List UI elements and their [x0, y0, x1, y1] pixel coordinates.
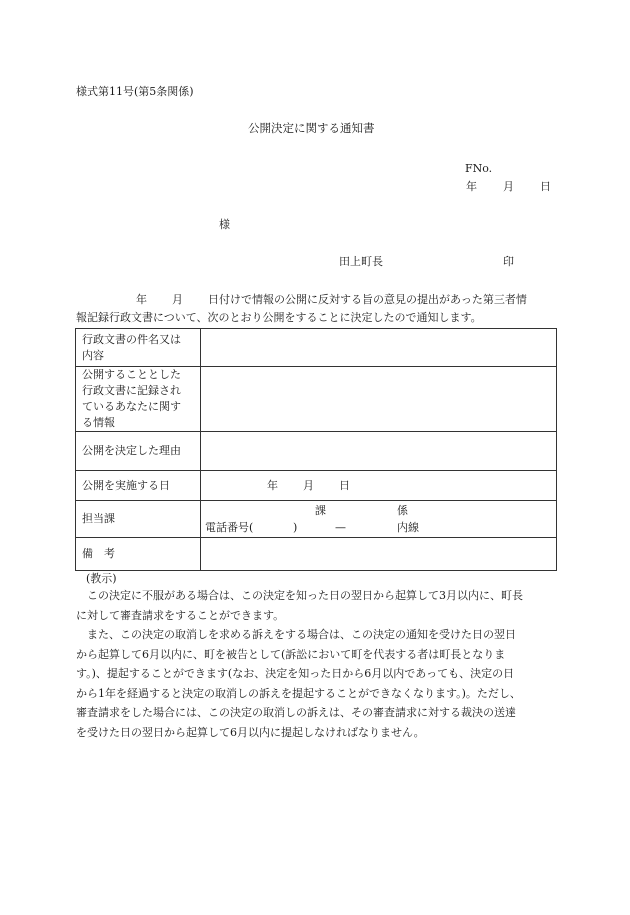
- notice-line: す。)、提起することができます(なお、決定を知った日から6月以内であっても、決定の日: [76, 667, 515, 680]
- notice-line: から1年を経過すると決定の取消しの訴えを提起することができなくなります。)。ただし、: [76, 686, 521, 700]
- document-title: 公開決定に関する通知書: [248, 121, 375, 135]
- implementation-day: 日: [339, 479, 350, 492]
- date-day-label: 日: [540, 180, 551, 193]
- form-number: 様式第11号(第5条関係): [76, 85, 194, 98]
- row-label-remarks: 備 考: [76, 538, 201, 571]
- department-section: 課: [315, 504, 326, 517]
- notice-line: を受けた日の翌日から起算して6月以内に提起しなければなりません。: [76, 725, 425, 739]
- intro-month: 月: [172, 293, 183, 306]
- seal-mark: 印: [503, 255, 514, 268]
- notification-table: [75, 328, 557, 571]
- notice-paragraph-1: [76, 586, 558, 625]
- row-label-reason: 公開を決定した理由: [76, 432, 201, 471]
- file-number-label: FNo.: [465, 162, 493, 175]
- implementation-month: 月: [303, 479, 314, 492]
- row-label-recorded-info: 公開することとした 行政文書に記録され ているあなたに関す る情報: [76, 367, 201, 432]
- intro-line1: 日付けで情報の公開に反対する旨の意見の提出があった第三者情: [208, 293, 527, 306]
- implementation-year: 年: [267, 479, 278, 492]
- notice-line: 審査請求をした場合には、この決定の取消しの訴えは、その審査請求に対する裁決の送達: [76, 706, 516, 719]
- date-month-label: 月: [503, 180, 514, 193]
- department-subsection: 係: [397, 504, 408, 517]
- addressee-honorific: 様: [219, 218, 230, 231]
- row-label-implementation-date: 公開を実施する日: [76, 471, 201, 501]
- reason-field: [201, 432, 557, 471]
- table-row: [76, 471, 557, 501]
- notice-line: また、この決定の取消しを求める訴えをする場合は、この決定の通知を受けた日の翌日: [87, 628, 516, 641]
- phone-label: 電話番号(: [205, 521, 254, 534]
- implementation-date-field: [201, 471, 557, 501]
- phone-close: ): [293, 521, 298, 534]
- row-label-department: 担当課: [76, 501, 201, 538]
- table-row: [76, 538, 557, 571]
- document-subject-field: [201, 329, 557, 367]
- extension-label: 内線: [397, 521, 419, 534]
- row-label-document-subject: 行政文書の件名又は 内容: [76, 329, 201, 367]
- notice-line: この決定に不服がある場合は、この決定を知った日の翌日から起算して3月以内に、町長: [87, 589, 523, 602]
- table-row: [76, 367, 557, 432]
- notice-line: から起算して6月以内に、町を被告として(訴訟において町を代表する者は町長となりま: [76, 647, 506, 661]
- table-row: [76, 432, 557, 471]
- notice-heading: (教示): [86, 572, 117, 585]
- department-field: [201, 501, 557, 538]
- intro-year: 年: [136, 293, 147, 306]
- phone-dash: —: [335, 521, 346, 534]
- intro-line2: 報記録行政文書について、次のとおり公開をすることに決定したので通知します。: [76, 311, 482, 324]
- table-row: [76, 501, 557, 538]
- remarks-field: [201, 538, 557, 571]
- sender-name: 田上町長: [339, 255, 383, 268]
- date-year-label: 年: [466, 180, 477, 193]
- table-row: [76, 329, 557, 367]
- notice-paragraph-2: [76, 625, 558, 742]
- recorded-info-field: [201, 367, 557, 432]
- notice-line: に対して審査請求をすることができます。: [76, 608, 285, 622]
